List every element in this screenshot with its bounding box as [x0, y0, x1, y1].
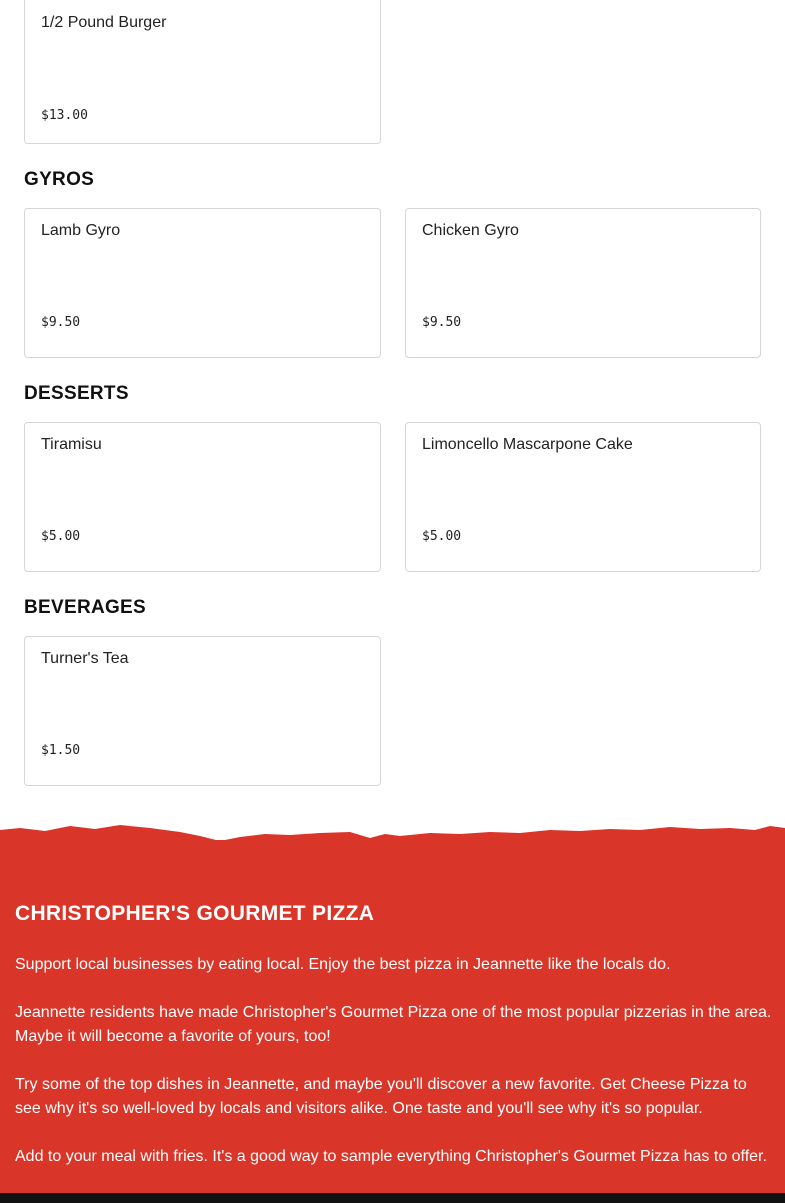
footer: [0, 820, 785, 1203]
menu-item-name: 1/2 Pound Burger: [41, 14, 167, 31]
footer-title: CHRISTOPHER'S GOURMET PIZZA: [15, 902, 375, 925]
menu-item-price: $5.00: [41, 529, 81, 544]
menu-item-name: Chicken Gyro: [422, 222, 519, 239]
footer-paragraph: Add to your meal with fries. It's a good way to sample everything Christopher's Gourmet Pizza has to offer.: [15, 1148, 767, 1165]
menu-item-name: Limoncello Mascarpone Cake: [422, 436, 633, 453]
menu-item-price: $9.50: [422, 315, 462, 330]
section-title-beverages: BEVERAGES: [24, 597, 147, 618]
menu-item-name: Tiramisu: [41, 436, 102, 453]
menu-item-price: $13.00: [41, 108, 88, 123]
menu-item-card[interactable]: [405, 208, 761, 358]
menu-item-price: $1.50: [41, 743, 81, 758]
section-title-gyros: GYROS: [24, 169, 95, 190]
menu-item-price: $5.00: [422, 529, 462, 544]
footer-paragraph: Jeannette residents have made Christopher's Gourmet Pizza one of the most popular pizzerias in the area. Maybe it will become a favorite of yours, too!: [15, 1004, 772, 1045]
bottom-bar: [0, 1193, 785, 1203]
menu-item-name: Lamb Gyro: [41, 222, 121, 239]
menu-item-card[interactable]: [24, 636, 381, 786]
menu-item-price: $9.50: [41, 315, 81, 330]
section-title-desserts: DESSERTS: [24, 383, 129, 404]
menu-item-name: Turner's Tea: [41, 650, 129, 667]
menu-item-card[interactable]: [24, 208, 381, 358]
menu-item-card[interactable]: [405, 422, 761, 572]
menu-item-card[interactable]: [24, 422, 381, 572]
footer-paragraph: Try some of the top dishes in Jeannette, and maybe you'll discover a new favorite. Get Cheese Pizza to see why it's so well-loved by locals and visitors alike. One taste and you'll see why it's so popular.: [15, 1076, 747, 1117]
footer-paragraph: Support local businesses by eating local. Enjoy the best pizza in Jeannette like the locals do.: [15, 956, 671, 973]
menu-item-card[interactable]: [24, 0, 381, 144]
